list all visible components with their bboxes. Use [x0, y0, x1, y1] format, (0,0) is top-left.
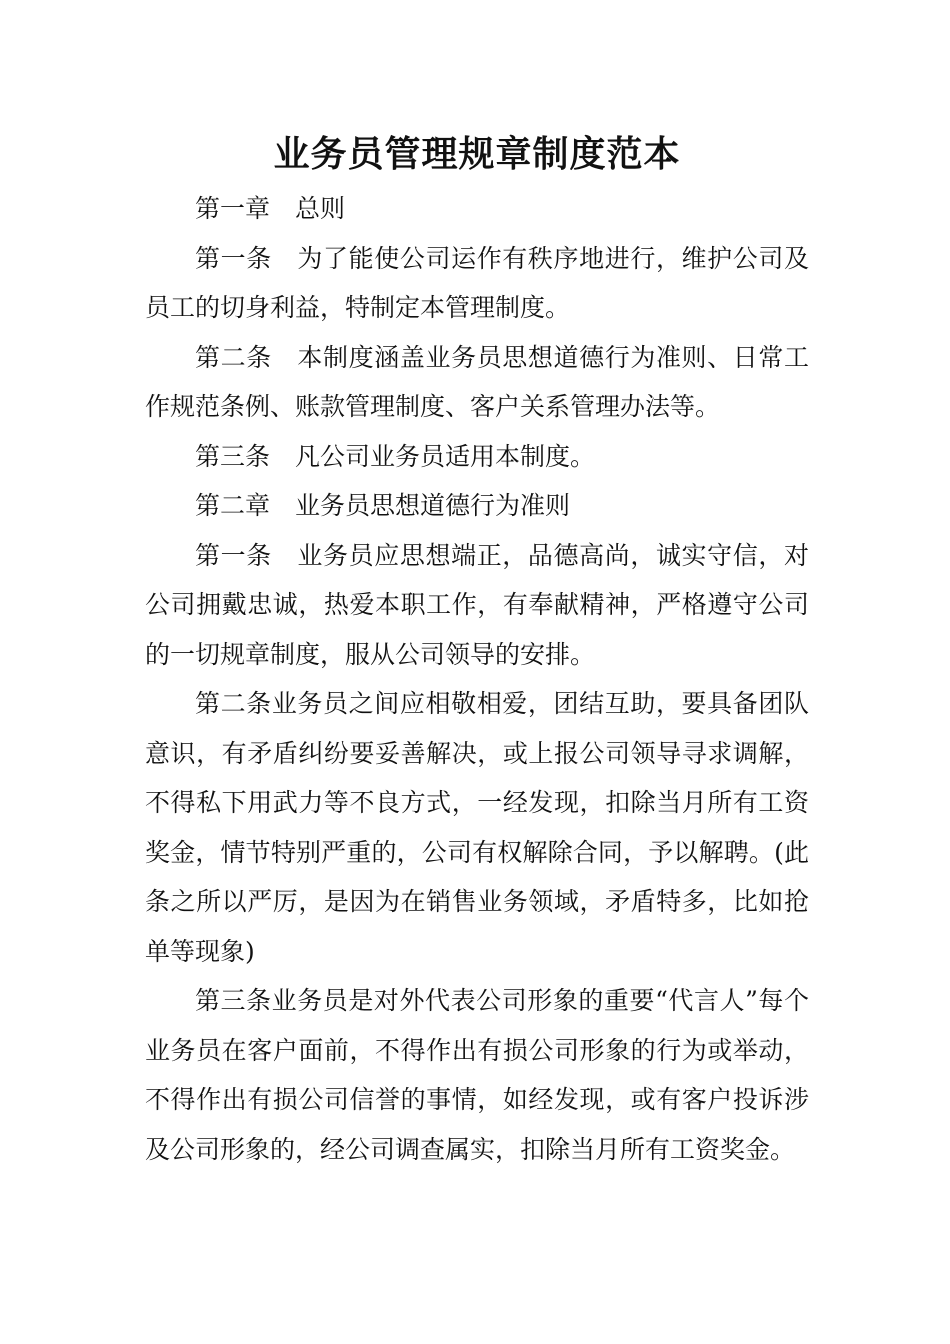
- document-body: [145, 124, 809, 1174]
- chapter-2-article-3: 第三条业务员是对外代表公司形象的重要“代言人”每个业务员在客户面前，不得作出有损公司形象的行为或举动，不得作出有损公司信誉的事情，如经发现，或有客户投诉涉及公司形象的，经公司调查属实，扣除当月所有工资奖金。: [145, 986, 809, 1164]
- chapter-1-article-2: 第二条 本制度涵盖业务员思想道德行为准则、日常工作规范条例、账款管理制度、客户关系管理办法等。: [145, 342, 809, 421]
- document-title: 业务员管理规章制度范本: [273, 133, 681, 175]
- chapter-2-article-1: 第一条 业务员应思想端正，品德高尚，诚实守信，对公司拥戴忠诚，热爱本职工作，有奉献精神，严格遵守公司的一切规章制度，服从公司领导的安排。: [145, 540, 809, 669]
- chapter-1-article-1: 第一条 为了能使公司运作有秩序地进行，维护公司及员工的切身利益，特制定本管理制度。: [145, 243, 809, 322]
- chapter-1-heading: 第一章 总则: [195, 194, 346, 223]
- chapter-2-heading: 第二章 业务员思想道德行为准则: [195, 491, 571, 520]
- chapter-1-article-3: 第三条 凡公司业务员适用本制度。: [195, 441, 596, 471]
- chapter-2-article-2: 第二条业务员之间应相敬相爱，团结互助，要具备团队意识，有矛盾纠纷要妥善解决，或上报公司领导寻求调解，不得私下用武力等不良方式，一经发现，扣除当月所有工资奖金，情节特别严重的，公司有权解除合同，予以解聘。(此条之所以严厉，是因为在销售业务领域，矛盾特多，比如抢单等现象): [145, 689, 809, 966]
